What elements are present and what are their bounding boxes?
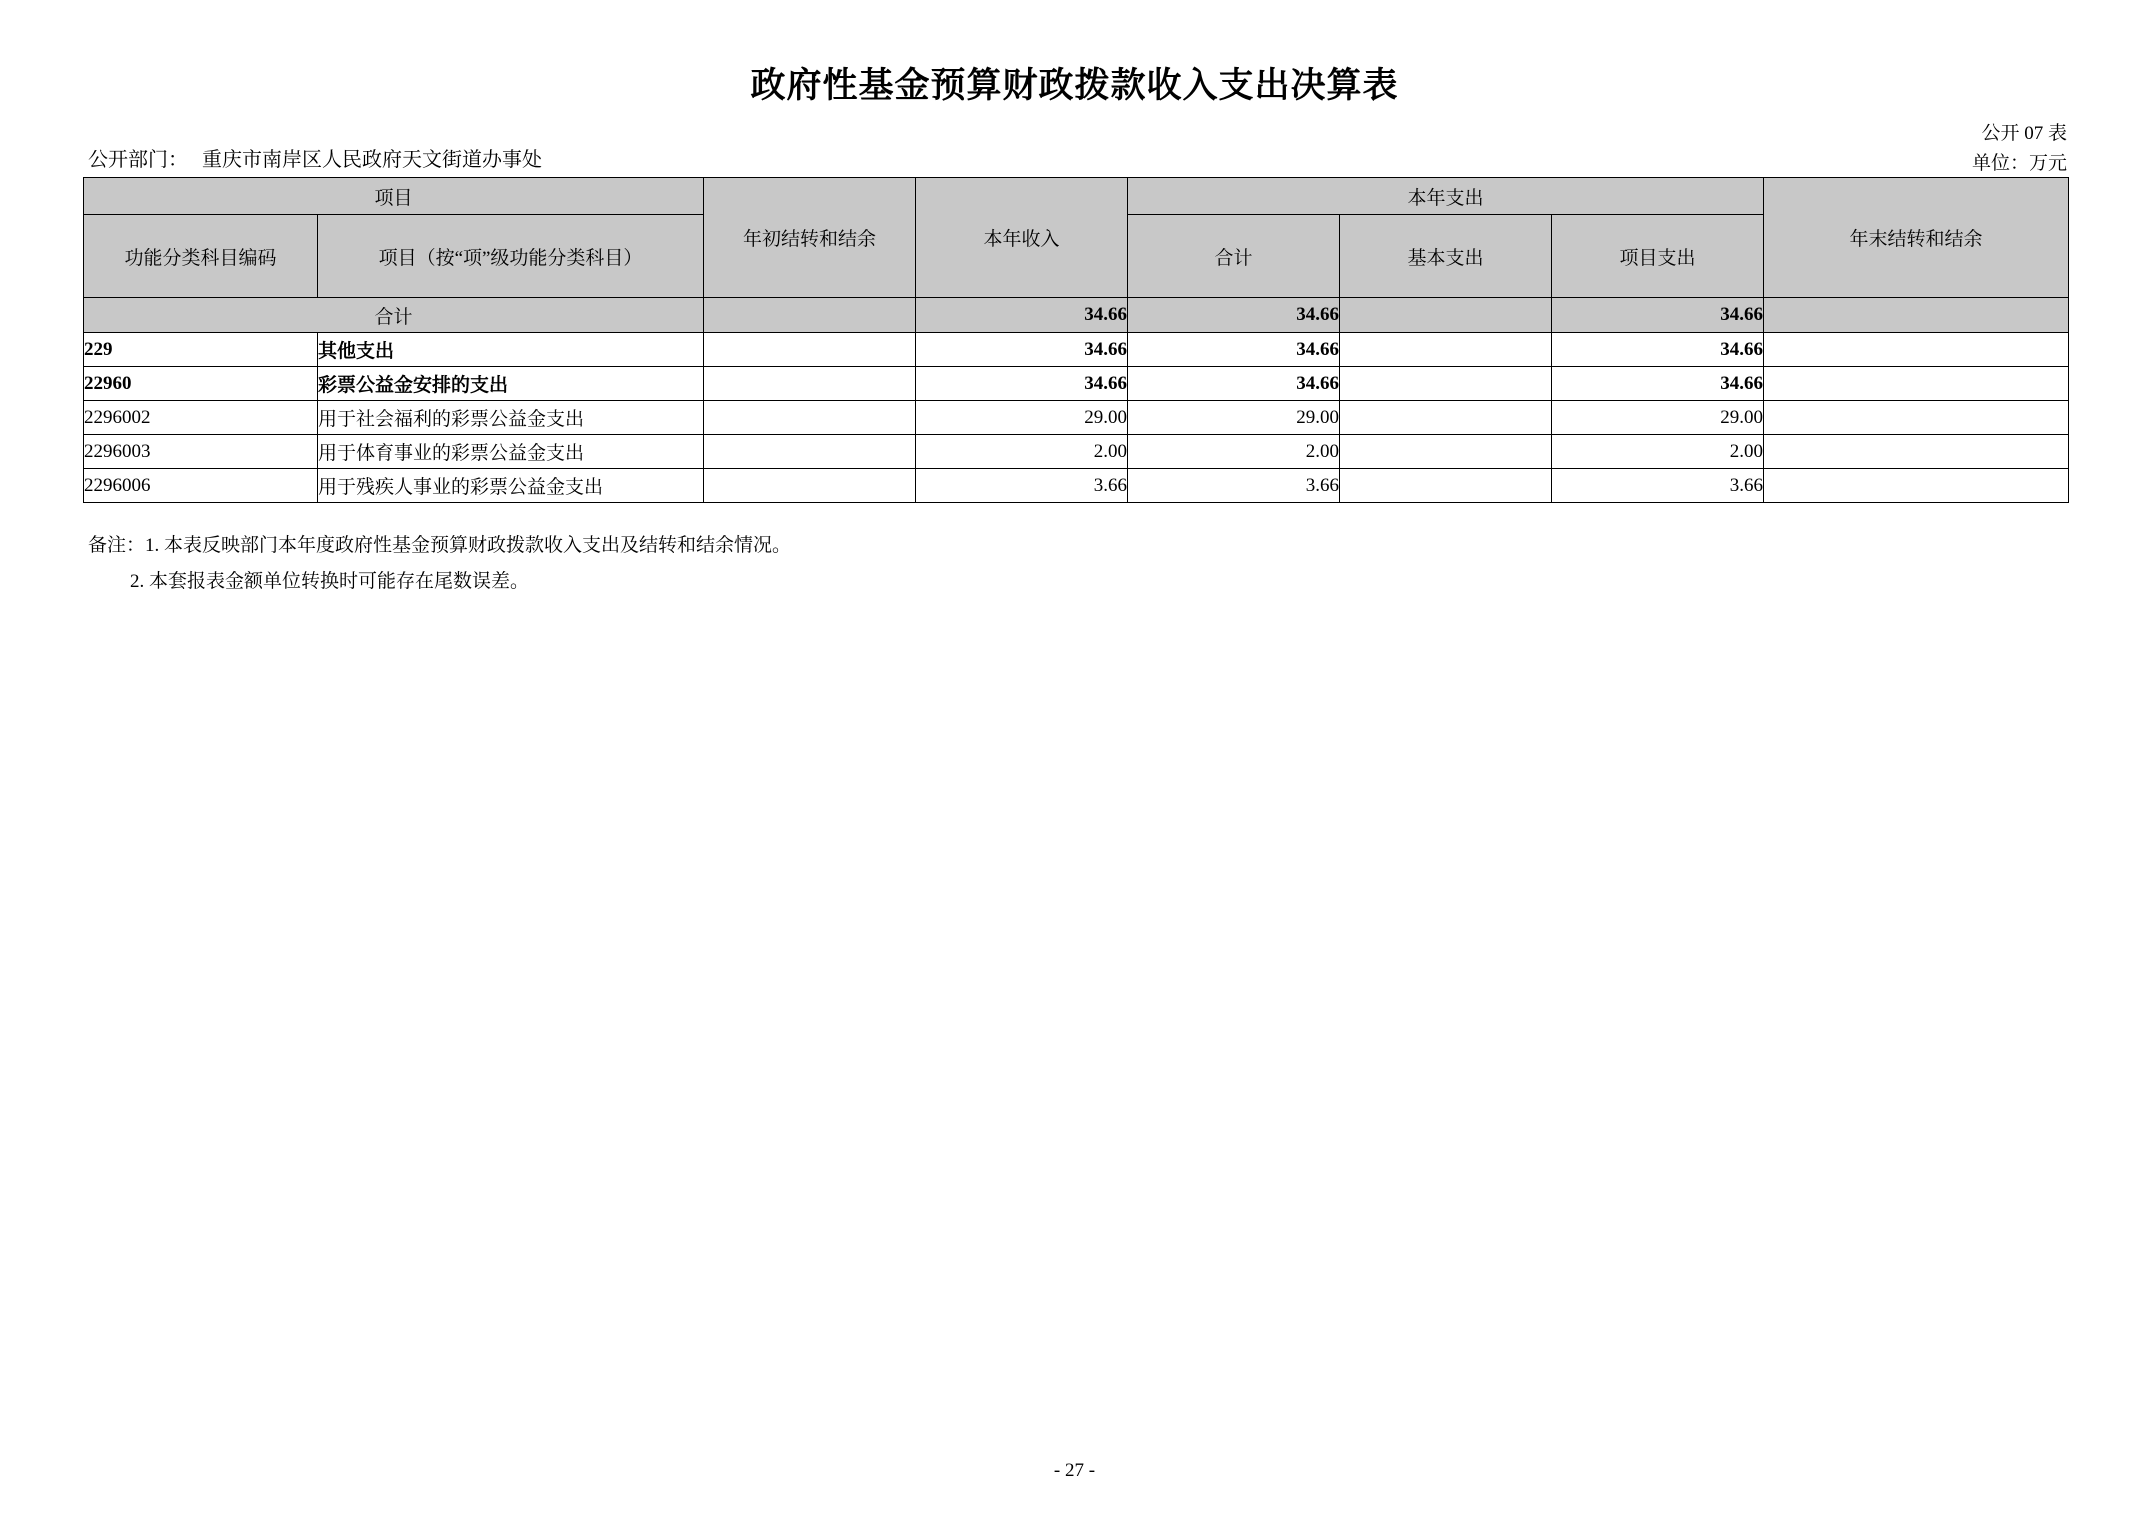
cell-code: 229	[84, 333, 318, 367]
cell-name: 用于残疾人事业的彩票公益金支出	[318, 469, 704, 503]
cell-year-income: 29.00	[916, 401, 1128, 435]
table-row	[84, 367, 2069, 401]
note-line-2: 2. 本套报表金额单位转换时可能存在尾数误差。	[130, 571, 530, 592]
header-basic-expense: 基本支出	[1340, 215, 1552, 298]
cell-begin-balance	[704, 298, 916, 333]
header-project-expense: 项目支出	[1552, 215, 1764, 298]
cell-begin-balance	[704, 367, 916, 401]
cell-code: 22960	[84, 367, 318, 401]
cell-basic-expense	[1340, 333, 1552, 367]
cell-name: 用于体育事业的彩票公益金支出	[318, 435, 704, 469]
table-row	[84, 333, 2069, 367]
header-end-balance: 年末结转和结余	[1764, 178, 2069, 298]
header-begin-balance: 年初结转和结余	[704, 178, 916, 298]
header-name: 项目（按“项”级功能分类科目）	[318, 215, 704, 298]
form-code: 公开 07 表	[1981, 123, 2067, 144]
department-line	[88, 143, 542, 172]
cell-end-balance	[1764, 333, 2069, 367]
cell-end-balance	[1764, 435, 2069, 469]
cell-basic-expense	[1340, 435, 1552, 469]
cell-project-expense: 3.66	[1552, 469, 1764, 503]
header-year-expense-group: 本年支出	[1128, 178, 1764, 215]
cell-year-income: 34.66	[916, 333, 1128, 367]
header-project-group: 项目	[84, 178, 704, 215]
cell-basic-expense	[1340, 401, 1552, 435]
header-year-income: 本年收入	[916, 178, 1128, 298]
row-total-label: 合计	[84, 298, 704, 333]
cell-name: 用于社会福利的彩票公益金支出	[318, 401, 704, 435]
cell-expense-total: 3.66	[1128, 469, 1340, 503]
cell-basic-expense	[1340, 298, 1552, 333]
cell-name: 其他支出	[318, 333, 704, 367]
cell-begin-balance	[704, 401, 916, 435]
cell-end-balance	[1764, 469, 2069, 503]
cell-expense-total: 29.00	[1128, 401, 1340, 435]
cell-code: 2296002	[84, 401, 318, 435]
note-line-1: 备注：1. 本表反映部门本年度政府性基金预算财政拨款收入支出及结转和结余情况。	[88, 535, 792, 556]
unit-note: 单位：万元	[1971, 153, 2067, 174]
header-code: 功能分类科目编码	[84, 215, 318, 298]
cell-expense-total: 34.66	[1128, 367, 1340, 401]
cell-expense-total: 34.66	[1128, 333, 1340, 367]
budget-table	[83, 177, 2069, 503]
table-row	[84, 298, 2069, 333]
cell-basic-expense	[1340, 469, 1552, 503]
cell-year-income: 3.66	[916, 469, 1128, 503]
cell-project-expense: 34.66	[1552, 333, 1764, 367]
cell-begin-balance	[704, 333, 916, 367]
department-value: 重庆市南岸区人民政府天文街道办事处	[202, 149, 542, 171]
page-number: - 27 -	[1053, 1460, 1096, 1481]
department-label: 公开部门：	[88, 149, 188, 171]
table-row	[84, 469, 2069, 503]
cell-begin-balance	[704, 469, 916, 503]
cell-year-income: 34.66	[916, 367, 1128, 401]
page-title: 政府性基金预算财政拨款收入支出决算表	[750, 66, 1399, 106]
cell-project-expense: 34.66	[1552, 298, 1764, 333]
table-row	[84, 435, 2069, 469]
cell-code: 2296006	[84, 469, 318, 503]
table-row	[84, 401, 2069, 435]
cell-end-balance	[1764, 367, 2069, 401]
cell-expense-total: 34.66	[1128, 298, 1340, 333]
cell-end-balance	[1764, 298, 2069, 333]
cell-begin-balance	[704, 435, 916, 469]
cell-project-expense: 34.66	[1552, 367, 1764, 401]
cell-expense-total: 2.00	[1128, 435, 1340, 469]
cell-end-balance	[1764, 401, 2069, 435]
cell-project-expense: 29.00	[1552, 401, 1764, 435]
table-header-row-1	[84, 178, 2069, 215]
cell-basic-expense	[1340, 367, 1552, 401]
cell-name: 彩票公益金安排的支出	[318, 367, 704, 401]
header-expense-total: 合计	[1128, 215, 1340, 298]
cell-year-income: 2.00	[916, 435, 1128, 469]
cell-code: 2296003	[84, 435, 318, 469]
cell-year-income: 34.66	[916, 298, 1128, 333]
cell-project-expense: 2.00	[1552, 435, 1764, 469]
